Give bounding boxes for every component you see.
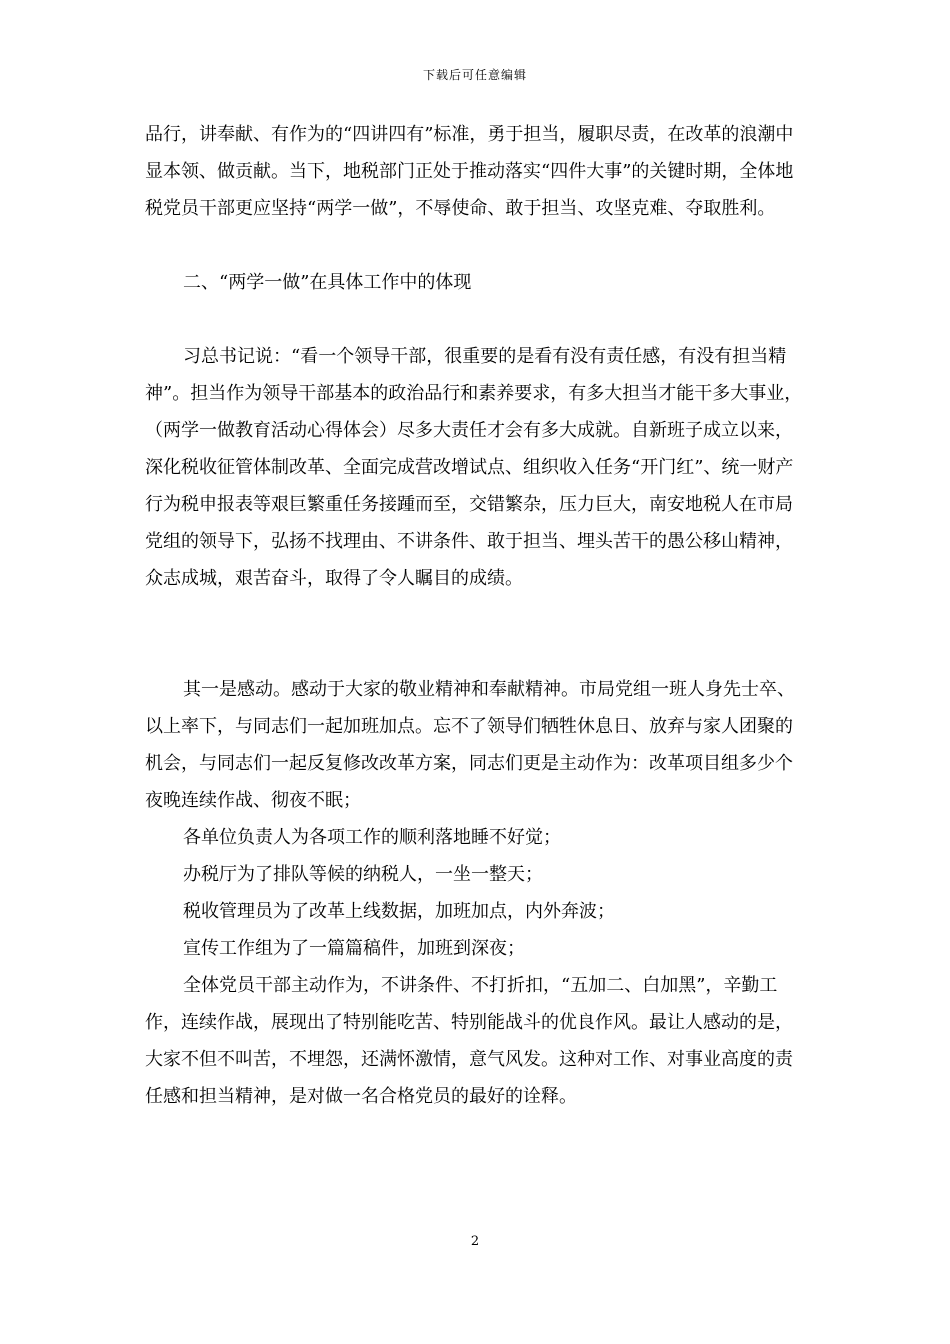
list-line: 税收管理员为了改革上线数据，加班加点，内外奔波； bbox=[183, 901, 615, 922]
paragraph-moved: 其一是感动。感动于大家的敬业精神和奉献精神。市局党组一班人身先士卒、以上率下，与同志们一起加班加点。忘不了领导们牺牲休息日、放弃与家人团聚的机会，与同志们一起反复修改改革方案，同志们更是主动作为：改革项目组多少个夜晚连续作战、彻夜不眠； bbox=[145, 679, 795, 811]
page-header: 下载后可任意编辑 bbox=[422, 68, 527, 82]
spacer bbox=[145, 227, 805, 264]
paragraph-continuation: 品行，讲奉献、有作为的“四讲四有”标准，勇于担当，履职尽责，在改革的浪潮中显本领、做贡献。当下，地税部门正处于推动落实“四件大事”的关键时期，全体地税党员干部更应坚持“两学一做”，不辱使命、敢于担当、攻坚克难、夺取胜利。 bbox=[145, 124, 794, 219]
list-line: 宣传工作组为了一篇篇稿件，加班到深夜； bbox=[183, 938, 525, 959]
list-line: 各单位负责人为各项工作的顺利落地睡不好觉； bbox=[183, 827, 561, 848]
paragraph-quote: 习总书记说：“看一个领导干部，很重要的是看有没有责任感，有没有担当精神”。担当作为领导干部基本的政治品行和素养要求，有多大担当才能干多大事业，（两学一做教育活动心得体会）尽多大责任才会有多大成就。自新班子成立以来，深化税收征管体制改革、全面完成营改增试点、组织收入任务“开门红”、统一财产行为税申报表等艰巨繁重任务接踵而至，交错繁杂，压力巨大，南安地税人在市局党组的领导下，弘扬不找理由、不讲条件、敢于担当、埋头苦干的愚公移山精神，众志成城，艰苦奋斗，取得了令人瞩目的成绩。 bbox=[145, 346, 803, 589]
page-number: 2 bbox=[470, 1234, 480, 1249]
section-heading: 二、“两学一做”在具体工作中的体现 bbox=[183, 272, 472, 293]
document-body bbox=[145, 116, 805, 1115]
list-line: 办税厅为了排队等候的纳税人，一坐一整天； bbox=[183, 864, 543, 885]
spacer bbox=[145, 597, 805, 671]
spacer bbox=[145, 301, 805, 338]
paragraph-conclusion: 全体党员干部主动作为，不讲条件、不打折扣，“五加二、白加黑”，辛勤工作，连续作战，展现出了特别能吃苦、特别能战斗的优良作风。最让人感动的是，大家不但不叫苦，不埋怨，还满怀激情，意气风发。这种对工作、对事业高度的责任感和担当精神，是对做一名合格党员的最好的诠释。 bbox=[145, 975, 793, 1107]
